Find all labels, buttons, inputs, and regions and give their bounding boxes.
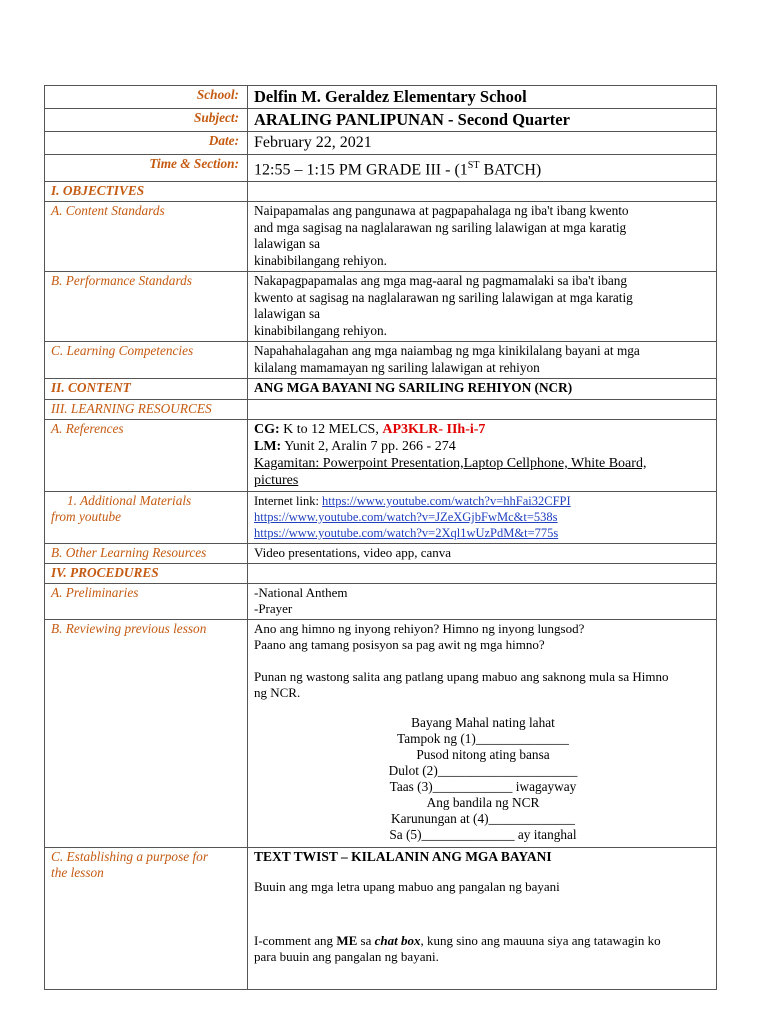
time-superscript: ST <box>467 160 480 171</box>
text-twist-title: TEXT TWIST – KILALANIN ANG MGA BAYANI <box>254 848 552 864</box>
references-label: A. References <box>45 419 248 491</box>
additional-materials-label <box>45 491 248 543</box>
content-standards-line: lalawigan sa <box>254 236 321 252</box>
content-standards-line: and mga sagisag na naglalarawan ng sariling lalawigan at mga karatig <box>254 219 627 235</box>
content-standards-text <box>248 202 717 272</box>
comment-text: , kung sino ang mauuna siya ang tatawagin ko <box>420 932 661 948</box>
purpose-label-line: the lesson <box>51 864 104 880</box>
reviewing-label: B. Reviewing previous lesson <box>45 619 248 847</box>
review-instruction: Punan ng wastong salita ang patlang upang mabuo ang saknong mula sa Himno <box>254 668 669 684</box>
row-content-standards <box>45 202 717 272</box>
row-reviewing <box>45 619 717 847</box>
performance-standards-line: kwento at sagisag na naglalarawan ng sariling lalawigan at mga karatig <box>254 289 633 305</box>
review-question: Paano ang tamang posisyon sa pag awit ng mga himno? <box>254 636 545 652</box>
row-preliminaries <box>45 583 717 619</box>
learning-resources-heading: III. LEARNING RESOURCES <box>45 399 248 419</box>
preliminaries-list <box>248 583 717 619</box>
purpose-comment-line-2: para buuin ang pangalan ng bayani. <box>254 948 439 964</box>
kagamitan-line-2: pictures <box>254 472 299 488</box>
poem-line: Karunungan at (4)_____________ <box>391 810 575 826</box>
time-value <box>248 155 717 182</box>
cg-line <box>254 421 712 438</box>
lesson-plan-table <box>44 85 717 990</box>
preliminary-item: -National Anthem <box>254 584 348 600</box>
additional-materials-links <box>248 491 717 543</box>
date-value: February 22, 2021 <box>248 132 717 155</box>
row-references <box>45 419 717 491</box>
school-label: School: <box>45 86 248 109</box>
comment-me: ME <box>336 932 358 948</box>
kagamitan-line: Kagamitan: Powerpoint Presentation,Laptop Cellphone, White Board, <box>254 455 647 471</box>
date-label: Date: <box>45 132 248 155</box>
internet-link-line <box>254 493 712 509</box>
row-learning-competencies <box>45 342 717 379</box>
poem-line: Taas (3)____________ iwagayway <box>389 778 577 794</box>
procedures-heading: IV. PROCEDURES <box>45 563 248 583</box>
row-time <box>45 155 717 182</box>
learning-competencies-text <box>248 342 717 379</box>
row-date <box>45 132 717 155</box>
other-resources-value: Video presentations, video app, canva <box>248 543 717 563</box>
subject-label: Subject: <box>45 109 248 132</box>
time-label: Time & Section: <box>45 155 248 182</box>
row-performance-standards <box>45 272 717 342</box>
subject-value: ARALING PANLIPUNAN - Second Quarter <box>248 109 717 132</box>
row-additional-materials <box>45 491 717 543</box>
row-subject <box>45 109 717 132</box>
performance-standards-line: Nakapagpapamalas ang mga mag-aaral ng pagmamalaki sa iba't ibang <box>254 273 628 289</box>
additional-label-line: from youtube <box>51 508 122 524</box>
lm-label: LM: <box>254 438 282 454</box>
poem-line: Bayang Mahal nating lahat <box>411 714 555 730</box>
row-school <box>45 86 717 109</box>
performance-standards-line: kinabibilangang rehiyon. <box>254 322 387 338</box>
purpose-comment <box>254 933 712 949</box>
content-standards-label: A. Content Standards <box>45 202 248 272</box>
time-text-end: BATCH) <box>479 161 542 179</box>
preliminary-item: -Prayer <box>254 600 293 616</box>
performance-standards-label: B. Performance Standards <box>45 272 248 342</box>
poem-line: Dulot (2)_____________________ <box>388 762 578 778</box>
purpose-label-line: C. Establishing a purpose for <box>51 848 208 864</box>
row-content <box>45 379 717 400</box>
youtube-link-1[interactable]: https://www.youtube.com/watch?v=hhFai32CFPI <box>322 493 571 508</box>
time-text: 12:55 – 1:15 PM GRADE III - (1 <box>254 161 468 179</box>
comment-chat-box: chat box <box>374 932 421 948</box>
school-value: Delfin M. Geraldez Elementary School <box>248 86 717 109</box>
establishing-purpose-label <box>45 847 248 989</box>
content-value: ANG MGA BAYANI NG SARILING REHIYON (NCR) <box>248 379 717 400</box>
lm-line <box>254 438 712 455</box>
review-instruction: ng NCR. <box>254 684 301 700</box>
row-objectives <box>45 182 717 202</box>
youtube-link-2[interactable]: https://www.youtube.com/watch?v=JZeXGjbFwMc&t=538s <box>254 509 558 524</box>
comment-text: sa <box>357 932 375 948</box>
poem-line: Tampok ng (1)______________ <box>397 730 569 746</box>
poem-line: Sa (5)______________ ay itanghal <box>389 826 577 842</box>
comment-text: I-comment ang <box>254 932 337 948</box>
reviewing-content <box>248 619 717 847</box>
additional-label-line: 1. Additional Materials <box>67 492 192 508</box>
lm-value: Yunit 2, Aralin 7 pp. 266 - 274 <box>281 438 456 454</box>
internet-link-label: Internet link: <box>254 493 323 508</box>
row-learning-resources <box>45 399 717 419</box>
poem-line: Ang bandila ng NCR <box>426 794 540 810</box>
establishing-purpose-content <box>248 847 717 989</box>
youtube-link-3[interactable]: https://www.youtube.com/watch?v=2Xql1wUzPdM&t=775s <box>254 525 559 540</box>
learning-competencies-label: C. Learning Competencies <box>45 342 248 379</box>
competencies-line: Napahahalagahan ang mga naiambag ng mga kinikilalang bayani at mga <box>254 343 640 359</box>
poem-line: Pusod nitong ating bansa <box>416 746 550 762</box>
cg-code: AP3KLR- IIh-i-7 <box>382 421 486 437</box>
competencies-line: kilalang mamamayan ng sariling lalawigan at rehiyon <box>254 359 540 375</box>
content-standards-line: Naipapamalas ang pangunawa at pagpapahalaga ng iba't ibang kwento <box>254 203 629 219</box>
preliminaries-label: A. Preliminaries <box>45 583 248 619</box>
references-text <box>248 419 717 491</box>
row-procedures <box>45 563 717 583</box>
ncr-hymn-stanza <box>254 715 712 843</box>
cg-label: CG: <box>254 421 280 437</box>
content-heading: II. CONTENT <box>45 379 248 400</box>
objectives-heading: I. OBJECTIVES <box>45 182 248 202</box>
performance-standards-text <box>248 272 717 342</box>
review-question: Ano ang himno ng inyong rehiyon? Himno ng inyong lungsod? <box>254 620 585 636</box>
row-establishing-purpose <box>45 847 717 989</box>
performance-standards-line: lalawigan sa <box>254 306 321 322</box>
purpose-instruction: Buuin ang mga letra upang mabuo ang pangalan ng bayani <box>254 878 560 894</box>
content-standards-line: kinabibilangang rehiyon. <box>254 252 387 268</box>
cg-value: K to 12 MELCS, <box>279 421 383 437</box>
other-resources-label: B. Other Learning Resources <box>45 543 248 563</box>
row-other-resources <box>45 543 717 563</box>
